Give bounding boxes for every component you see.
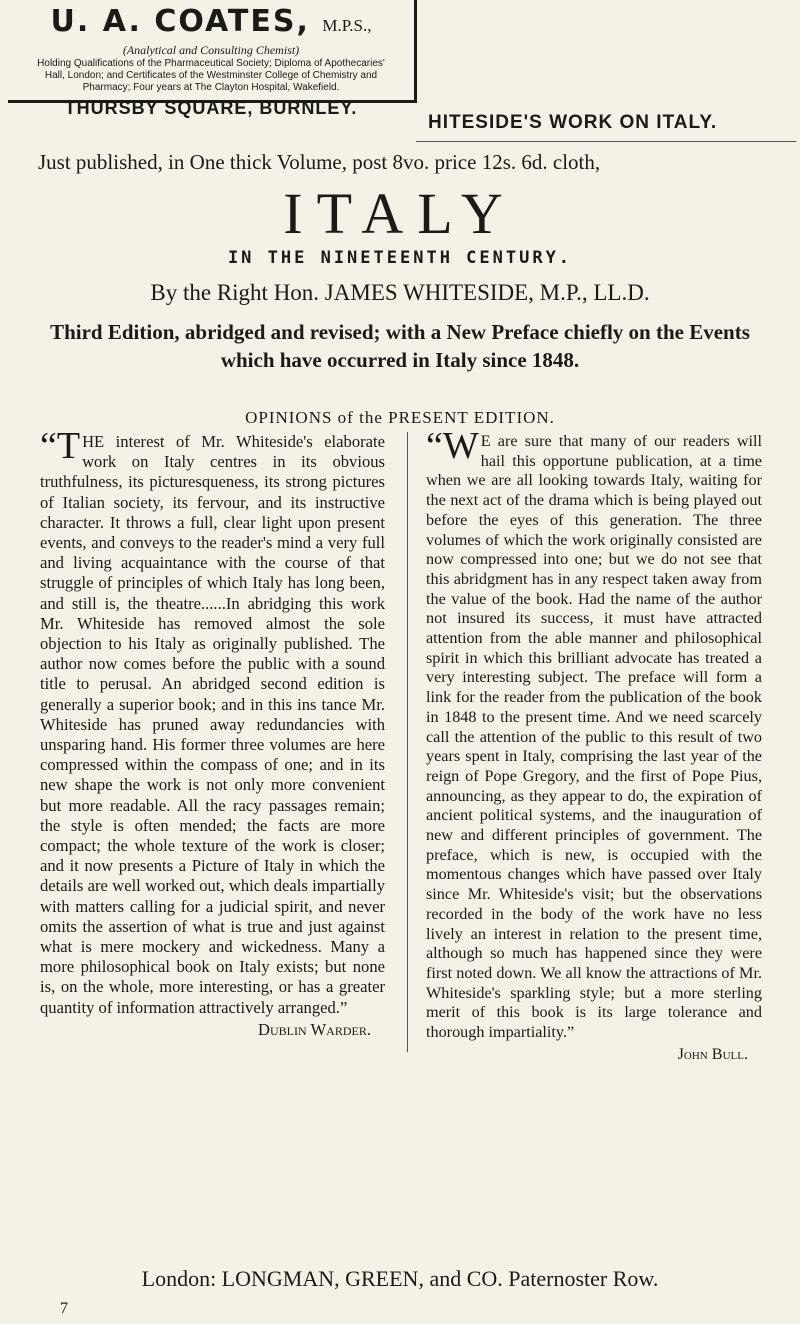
review-source: John Bull.	[677, 1044, 748, 1063]
review-source: Dublin Warder.	[258, 1019, 371, 1039]
review-text: HE interest of Mr. Whiteside's elaborate work on Italy centres in its obvious truthfulness, its picturesqueness, its strong pictures of Italian society, its fervour, and its instructive character. It throws a full, clear light upon present events, and conveys to the reader's mind a very full and living acquaintance with the course of that struggle of principles of which Italy has long been, and still is, the theatre......In abridging this work Mr. Whiteside has removed almost the sole objection to his Italy as originally published. The author now comes before the public with a sound title to perusal. An abridged second edition is generally a superior book; and in this ins tance Mr. Whiteside has pruned away redundancies with unsparing hand. His former three volumes are here compressed within the compass of one; and in its new shape the work is not only more convenient but more readable. All the racy passages remain; the style is often mended; the facts are more compact; the whole texture of the work is closer; and it now presents a Picture of Italy in which the details are well worked out, which deals impartially with matters calling for a judicial spirit, and never omits the assertion of what is true and just against what is mere mockery and wickedness. Many a more philosophical book on Italy exists; but none is, on the whole, more interesting, or has a greater quantity of information attractively arranged.”	[40, 432, 385, 1017]
advert-name: U. A. COATES, M.P.S.,	[50, 4, 372, 39]
publication-note: Just published, in One thick Volume, post 8vo. price 12s. 6d. cloth,	[38, 150, 601, 174]
review-text: E are sure that many of our readers will hail this opportune publication, at a time when we are all looking towards Italy, waiting for the next act of the drama which is being played out before the eyes of this generation. The three volumes of which the work originally consisted are now compressed into one; but we do not see that this abridgment has in any respect taken away from the value of the book. Had the name of the author not insured its success, it must have attracted attention from the able manner and philosophical spirit in which this brilliant advocate has treated a very interesting subject. The preface will form a link for the reader from the publication of the book in 1848 to the present time. And we need scarcely call the attention of the public to this result of two years spent in Italy, comprising the last year of the reign of Pope Gregory, and the first of Pope Pius, announcing, as they appear to do, the expiration of ancient political systems, and the inauguration of new and different principles of government. The preface, which is new, is occupied with the momentous changes which have passed over Italy since Mr. Whiteside's visit; but the observations recorded in the body of the work have no less lively an interest in relation to the present time, although so much has happened since they were first noted down. We all know the attractions of Mr. Whiteside's sparkling style; but a more sterling merit of this book is its large tolerance and thorough impartiality.”	[426, 432, 762, 1042]
dropcap: “W	[426, 425, 479, 467]
page-number: 7	[60, 1300, 68, 1317]
book-author: By the Right Hon. JAMES WHITESIDE, M.P., LL.D.	[150, 280, 650, 305]
section-heading: HITESIDE'S WORK ON ITALY.	[416, 112, 796, 142]
review-left	[40, 425, 385, 1040]
advert-address: THURSBY SQUARE, BURNLEY.	[64, 98, 358, 118]
dropcap: “T	[40, 425, 81, 467]
publisher-footer: London: LONGMAN, GREEN, and CO. Paternoster Row.	[141, 1266, 659, 1291]
review-right	[426, 425, 762, 1065]
advert-qualifications: Holding Qualifications of the Pharmaceutical Society; Diploma of Apothecaries' Hall, London; and Certificates of the Westminster College of Chemistry and Pharmacy; Four years at The Clayton Hospital, Wakefield.	[37, 58, 385, 93]
opinions-heading: OPINIONS of the PRESENT EDITION.	[245, 408, 555, 427]
edition-note: Third Edition, abridged and revised; with a New Preface chiefly on the Events which have occurred in Italy since 1848.	[50, 320, 750, 372]
book-title: ITALY	[283, 181, 517, 246]
advert-subtitle: (Analytical and Consulting Chemist)	[122, 43, 300, 57]
column-divider	[407, 432, 408, 1052]
coates-advert	[8, 0, 417, 118]
book-subtitle: IN THE NINETEENTH CENTURY.	[227, 248, 573, 268]
